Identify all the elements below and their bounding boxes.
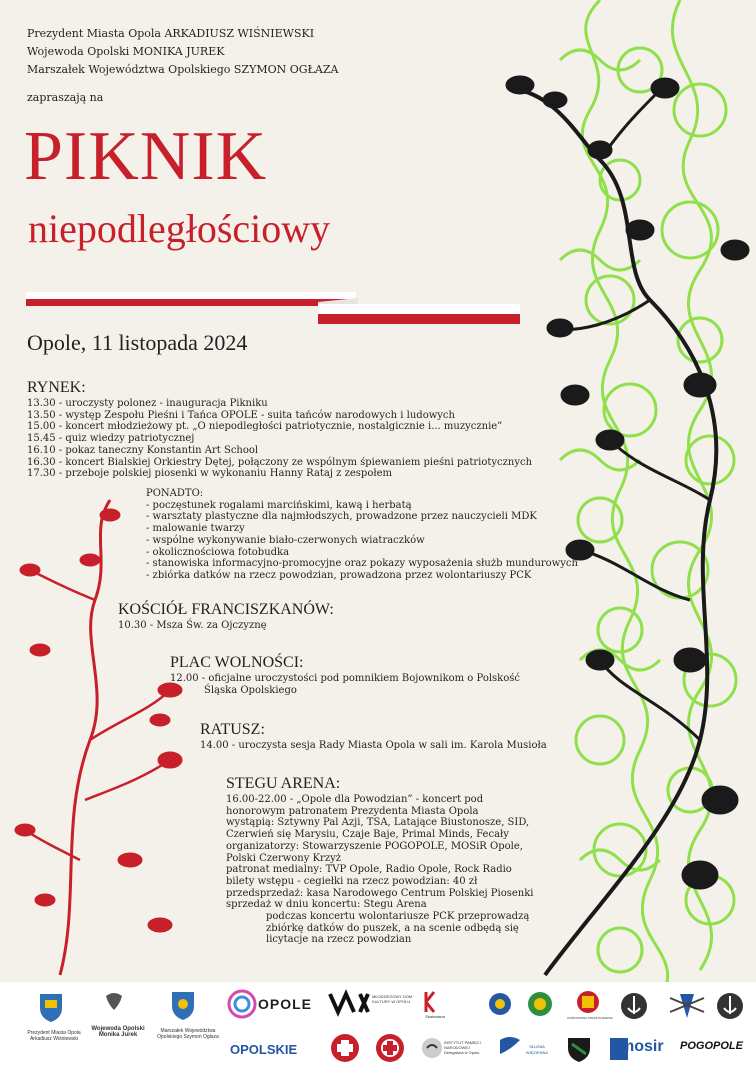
opolskie-logo-text: OPOLSKIE <box>230 1042 298 1057</box>
schedule-item: 15.45 - quiz wiedzy patriotycznej <box>27 433 195 445</box>
pogopole-shield-logo <box>568 1038 590 1062</box>
schedule-item: 16.10 - pokaz taneczny Konstantin Art School <box>27 444 259 456</box>
opole-city-logo <box>229 991 255 1017</box>
anchor-logo-1 <box>621 993 647 1019</box>
schedule-item: 17.30 - przeboje polskiej piosenki w wykonaniu Hanny Rataj z zespołem <box>27 468 392 480</box>
mdk-logo-text: MŁODZIEŻOWY DOM KULTURY W OPOLU <box>372 994 413 1004</box>
invite-text: zapraszają na <box>27 91 104 104</box>
list-item: - wspólne wykonywanie biało-czerwonych wiatraczków <box>146 534 425 546</box>
section-ponadto <box>146 488 578 582</box>
sw-logo <box>500 1037 520 1054</box>
info-line: bilety wstępu - cegiełki na rzecz powodzian: 40 zł <box>226 875 478 887</box>
section-rynek <box>27 378 532 480</box>
list-item: - okolicznościowa fotobudka <box>146 546 290 558</box>
hosts-block <box>27 25 338 79</box>
logo-caption: Marszałek Województwa Opolskiego Szymon Ogłaza <box>157 1028 219 1040</box>
pogopole-logo-text: POGOPOLE <box>680 1040 743 1052</box>
schedule-item: 12.00 - oficjalne uroczystości pod pomnikiem Bojownikom o Polskość <box>170 673 520 684</box>
section-title: KOŚCIÓŁ FRANCISZKANÓW: <box>118 601 334 618</box>
info-line: wystąpią: Sztywny Pal Azji, TSA, Latające Biustonosze, SID, Czerwień się Marysiu, Czaje Baje, Primal Minds, Fecały <box>226 817 530 841</box>
ambulance-logo <box>331 1034 359 1062</box>
ipn-logo-text <box>444 1040 496 1055</box>
section-title: PONADTO: <box>146 488 204 499</box>
list-item: - zbiórka datków na rzecz powodzian, prowadzona przez wolontariuszy PCK <box>146 569 532 581</box>
ipn-line: INSTYTUT PAMIĘCI NARODOWEJ <box>444 1040 481 1050</box>
psp-logo-text: PAŃSTWOWA STRAŻ POŻARNA <box>567 1016 613 1020</box>
schedule-item: 14.00 - uroczysta sesja Rady Miasta Opola w sali im. Karola Musioła <box>200 740 547 751</box>
psp-logo <box>577 991 599 1013</box>
info-line: organizatorzy: Stowarzyszenie POGOPOLE, MOSiR Opole, Polski Czerwony Krzyż <box>226 840 523 864</box>
section-stegu <box>226 774 546 946</box>
skatowana-logo-text: Skatowana <box>425 1014 445 1019</box>
info-line: sprzedaż w dniu koncertu: Stegu Arena <box>226 899 427 911</box>
schedule-item: 13.50 - występ Zespołu Pieśni i Tańca OPOLE - suita tańców narodowych i ludowych <box>27 409 455 421</box>
section-title: RATUSZ: <box>200 721 265 738</box>
mosir-logo-text: mosir <box>620 1038 664 1055</box>
logo-caption <box>88 1026 148 1038</box>
section-title: RYNEK: <box>27 379 86 396</box>
mdk-logo <box>330 994 368 1012</box>
schedule-item: 13.30 - uroczysty polonez - inauguracja Pikniku <box>27 398 268 409</box>
list-item: - poczęstunek rogalami marcińskimi, kawą i herbatą <box>146 499 412 511</box>
anchor-logo-3 <box>717 993 743 1019</box>
anchor-logo-2 <box>670 994 704 1018</box>
flag-stripe-right <box>318 298 520 326</box>
logo-caption-line: Monika Jurek <box>98 1032 138 1038</box>
info-line: przedsprzedaż: kasa Narodowego Centrum Polskiej Piosenki <box>226 887 534 899</box>
eagle-logo <box>106 993 122 1010</box>
logo-caption-line: Wojewoda Opolski <box>91 1026 145 1032</box>
event-subtitle: niepodległościowy <box>28 206 331 251</box>
schedule-item: 10.30 - Msza Św. za Ojczyznę <box>118 620 267 631</box>
section-ratusz <box>200 720 547 752</box>
flag-stripe-left <box>26 292 356 306</box>
police-logo <box>489 993 511 1015</box>
ipn-line: Delegatura w Opolu <box>444 1050 480 1055</box>
red-cross-logo <box>376 1034 404 1062</box>
event-title: PIKNIK <box>24 118 268 195</box>
sw-logo-text: SŁUŻBA WIĘZIENNA <box>525 1044 549 1055</box>
section-kosciol <box>118 600 334 632</box>
host-line: Wojewoda Opolski MONIKA JUREK <box>27 45 225 58</box>
schedule-item-cont: Śląska Opolskiego <box>204 684 297 696</box>
skatowana-logo <box>426 992 434 1012</box>
list-item: - stanowiska informacyjno-promocyjne oraz pokazy wyposażenia służb mundurowych <box>146 558 578 570</box>
opole-crest-logo <box>40 994 62 1022</box>
host-line: Prezydent Miasta Opola ARKADIUSZ WIŚNIEWSKI <box>27 27 315 40</box>
sponsor-logos <box>0 982 756 1080</box>
section-title: PLAC WOLNOŚCI: <box>170 654 304 671</box>
info-line: patronat medialny: TVP Opole, Radio Opole, Rock Radio <box>226 864 512 876</box>
ipn-logo <box>422 1038 442 1058</box>
army-logo <box>528 992 552 1016</box>
logo-caption: Prezydent Miasta Opola Arkadiusz Wiśniewski <box>27 1030 81 1042</box>
event-date: Opole, 11 listopada 2024 <box>27 330 248 355</box>
schedule-item: 15.00 - koncert młodzieżowy pt. „O niepodległości patriotycznie, nostalgicznie i... muzycznie” <box>27 421 503 433</box>
section-plac <box>170 653 520 696</box>
list-item: - malowanie twarzy <box>146 523 245 535</box>
voivodeship-crest-logo <box>172 992 194 1020</box>
schedule-item: 16.30 - koncert Bialskiej Orkiestry Dętej, połączony ze wspólnym śpiewaniem pieśni patriotycznych <box>27 456 533 468</box>
opole-logo-text: OPOLE <box>258 996 313 1012</box>
host-line: Marszałek Województwa Opolskiego SZYMON OGŁAZA <box>27 63 339 76</box>
note-text: podczas koncertu wolontariusze PCK przeprowadzą zbiórkę datków do puszek, a na scenie odbędą się licytacje na rzecz powodzian <box>266 911 530 946</box>
list-item: - warsztaty plastyczne dla najmłodszych, prowadzone przez nauczycieli MDK <box>146 511 537 523</box>
schedule-item: 16.00-22.00 - „Opole dla Powodzian” - koncert pod honorowym patronatem Prezydenta Miasta Opola <box>226 794 484 817</box>
section-title: STEGU ARENA: <box>226 775 341 792</box>
